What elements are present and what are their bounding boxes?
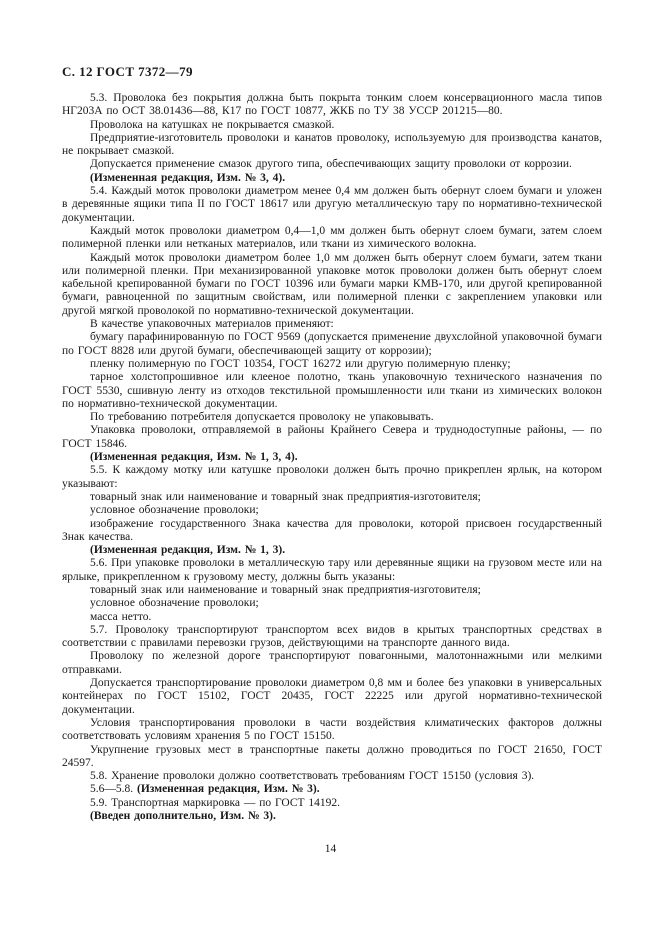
paragraph-5-4: 5.4. Каждый моток проволоки диаметром менее 0,4 мм должен быть обернут слоем бумаги и уложен в деревянные ящики типа II по ГОСТ 18617 или другую металлическую тару по нормативно-технической документации. xyxy=(62,185,602,224)
paragraph: Каждый моток проволоки диаметром 0,4—1,0 мм должен быть обернут слоем бумаги, затем слоем полимерной пленки или нетканых материалов, или ткани из химического волокна. xyxy=(62,224,602,251)
list-item: товарный знак или наименование и товарный знак предприятия-изготовителя; xyxy=(90,583,481,596)
paragraph: Предприятие-изготовитель проволоки и канатов проволоку, используемую для производства канатов, не покрывает смазкой. xyxy=(62,131,602,158)
revision-note: (Измененная редакция, Изм. № 1, 3). xyxy=(90,544,286,557)
paragraph-5-3: 5.3. Проволока без покрытия должна быть покрыта тонким слоем консервационного масла типов НГ203А по ОСТ 38.01436—88, К17 по ГОСТ 10877, ЖКБ по ТУ 38 УССР 201215—80. xyxy=(62,92,602,118)
paragraph-5-5: 5.5. К каждому мотку или катушке проволоки должен быть прочно прикреплен ярлык, на котором указывают: xyxy=(62,464,602,490)
paragraph: Проволока на катушках не покрывается смазкой. xyxy=(90,118,335,131)
list-item: товарный знак или наименование и товарный знак предприятия-изготовителя; xyxy=(90,490,481,503)
revision-note-text: (Измененная редакция, Изм. № 3). xyxy=(137,783,320,796)
document-body xyxy=(62,92,602,823)
paragraph-5-6: 5.6. При упаковке проволоки в металлическую тару или деревянные ящики на грузовом месте или на ярлыке, прикрепленном к грузовому месту, должны быть указаны: xyxy=(62,557,602,583)
paragraph: Допускается транспортирование проволоки диаметром 0,8 мм и более без упаковки в универсальных контейнерах по ГОСТ 15102, ГОСТ 20435, ГОСТ 22225 или другой нормативно-технической документации. xyxy=(62,677,602,716)
list-item: бумагу парафинированную по ГОСТ 9569 (допускается применение двухслойной упаковочной бумаги по ГОСТ 8828 или другой бумаги, обеспечивающей защиту от коррозии); xyxy=(62,331,602,357)
list-item: изображение государственного Знака качества для проволоки, которой присвоен государственный Знак качества. xyxy=(62,517,602,543)
paragraph: Укрупнение грузовых мест в транспортные пакеты должно проводиться по ГОСТ 21650, ГОСТ 24597. xyxy=(62,743,602,769)
paragraph-5-7: 5.7. Проволоку транспортируют транспортом всех видов в крытых транспортных средствах в соответствии с правилами перевозки грузов, действующими на транспорте данного вида. xyxy=(62,623,602,650)
list-item: пленку полимерную по ГОСТ 10354, ГОСТ 16272 или другую полимерную пленку; xyxy=(90,357,511,370)
paragraph: По требованию потребителя допускается проволоку не упаковывать. xyxy=(90,411,434,424)
list-item: масса нетто. xyxy=(90,610,152,623)
revision-range: 5.6—5.8. xyxy=(90,783,134,796)
revision-note-mixed xyxy=(62,783,602,796)
paragraph-5-8: 5.8. Хранение проволоки должно соответствовать требованиям ГОСТ 15150 (условия 3). xyxy=(90,770,535,783)
paragraph: Проволоку по железной дороге транспортируют повагонными, малотоннажными или мелкими отправками. xyxy=(62,650,602,676)
running-header: С. 12 ГОСТ 7372—79 xyxy=(62,64,193,79)
page-number: 14 xyxy=(324,843,337,855)
revision-note: (Введен дополнительно, Изм. № 3). xyxy=(90,810,276,823)
paragraph: Каждый моток проволоки диаметром более 1,0 мм должен быть обернут слоем бумаги, затем ткани или полимерной пленки. При механизированной упаковке моток проволоки должен быть обернут слоем кабельной крепированной бумаги по ГОСТ 10396 или бумаги марки КМВ-170, или другой крепированной бумаги, равноценной по защитным свойствам, или полимерной пленки с закреплением упаковки или другой мягкой проволокой по нормативно-технической документации. xyxy=(62,251,602,317)
list-item: условное обозначение проволоки; xyxy=(90,504,259,517)
paragraph: Условия транспортирования проволоки в части воздействия климатических факторов должны соответствовать условиям хранения 5 по ГОСТ 15150. xyxy=(62,716,602,743)
revision-note: (Измененная редакция, Изм. № 3, 4). xyxy=(90,171,286,184)
paragraph: В качестве упаковочных материалов применяют: xyxy=(90,318,334,331)
paragraph: Допускается применение смазок другого типа, обеспечивающих защиту проволоки от коррозии. xyxy=(90,158,572,171)
paragraph: Упаковка проволоки, отправляемой в районы Крайнего Севера и труднодоступные районы, — по ГОСТ 15846. xyxy=(62,424,602,450)
revision-note: (Измененная редакция, Изм. № 1, 3, 4). xyxy=(90,451,298,464)
list-item: условное обозначение проволоки; xyxy=(90,597,259,610)
list-item: тарное холстопрошивное или клееное полотно, ткань упаковочную технического назначения по ГОСТ 5530, сшивную ленту из отходов текстильной промышленности или ткани из химических волокон по нормативно-технической документации. xyxy=(62,371,602,410)
paragraph-5-9: 5.9. Транспортная маркировка — по ГОСТ 14192. xyxy=(90,796,341,809)
